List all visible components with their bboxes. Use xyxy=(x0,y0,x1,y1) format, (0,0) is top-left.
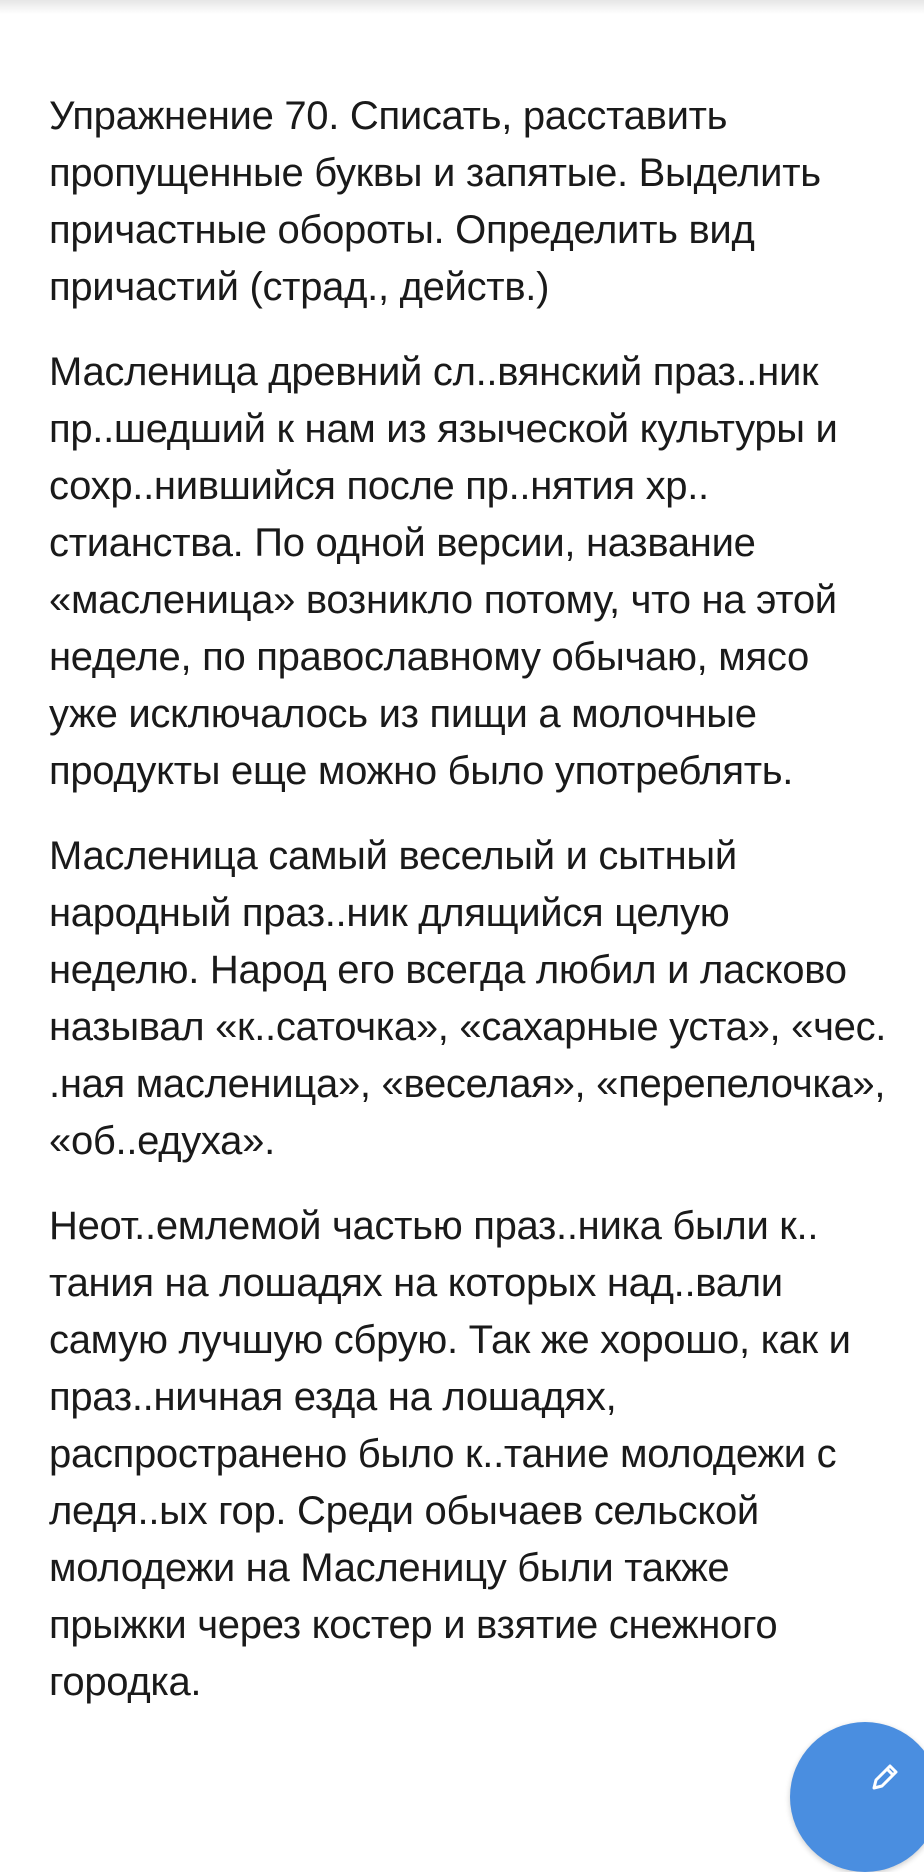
text-line: называл «к..саточка», «сахарные уста», «чес. xyxy=(49,1005,887,1049)
text-line: «об..едуха». xyxy=(49,1119,275,1163)
text-line: молодежи на Масленицу были также xyxy=(49,1546,730,1590)
edit-fab-button[interactable] xyxy=(790,1722,924,1872)
text-line: неделе, по православному обычаю, мясо xyxy=(49,635,809,679)
text-line: сохр..нившийся после пр..нятия хр.. xyxy=(49,464,709,508)
text-line: .ная масленица», «веселая», «перепелочка», xyxy=(49,1062,886,1106)
exercise-text xyxy=(49,88,924,1739)
text-line: городка. xyxy=(49,1660,202,1704)
text-line: пр..шедший к нам из языческой культуры и xyxy=(49,407,838,451)
text-line: стианства. По одной версии, название xyxy=(49,521,756,565)
text-line: Масленица древний сл..вянский праз..ник xyxy=(49,350,819,394)
top-shadow-bar xyxy=(0,0,924,14)
text-line: распространено было к..тание молодежи с xyxy=(49,1432,837,1476)
text-line: причастные обороты. Определить вид xyxy=(49,208,755,252)
text-line: пропущенные буквы и запятые. Выделить xyxy=(49,151,821,195)
text-line: самую лучшую сбрую. Так же хорошо, как и xyxy=(49,1318,851,1362)
text-line: уже исключалось из пищи а молочные xyxy=(49,692,757,736)
text-line: причастий (страд., действ.) xyxy=(49,265,550,309)
text-line: неделю. Народ его всегда любил и ласково xyxy=(49,948,847,992)
text-line: «масленица» возникло потому, что на этой xyxy=(49,578,837,622)
text-line: прыжки через костер и взятие снежного xyxy=(49,1603,778,1647)
paragraph-3 xyxy=(49,1198,924,1711)
text-line: праз..ничная езда на лошадях, xyxy=(49,1375,617,1419)
text-line: тания на лошадях на которых над..вали xyxy=(49,1261,783,1305)
text-line: Масленица самый веселый и сытный xyxy=(49,834,737,878)
pencil-icon xyxy=(868,1760,902,1799)
paragraph-2 xyxy=(49,828,924,1170)
text-line: Неот..емлемой частью праз..ника были к.. xyxy=(49,1204,819,1248)
paragraph-task xyxy=(49,88,924,316)
paragraph-1 xyxy=(49,344,924,800)
text-line: Упражнение 70. Списать, расставить xyxy=(49,94,728,138)
text-line: продукты еще можно было употреблять. xyxy=(49,749,794,793)
text-line: народный праз..ник длящийся целую xyxy=(49,891,730,935)
text-line: ледя..ых гор. Среди обычаев сельской xyxy=(49,1489,759,1533)
